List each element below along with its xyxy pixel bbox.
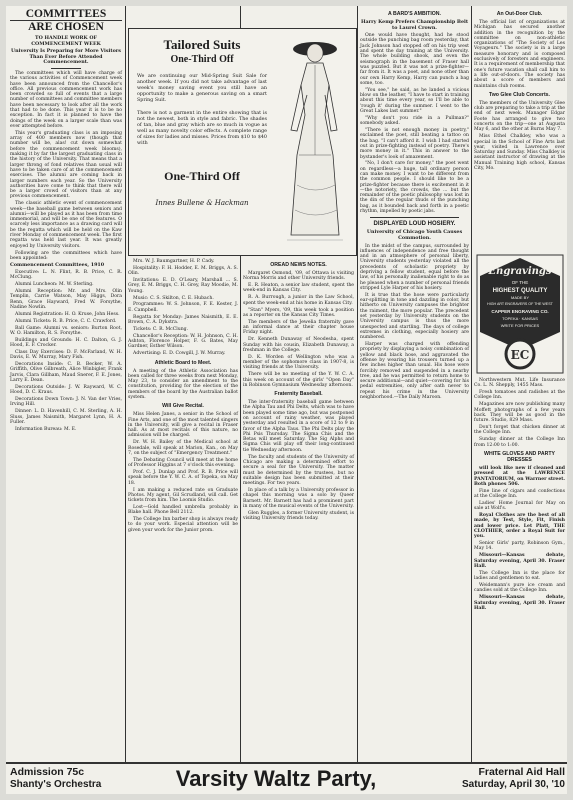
ad-signature: Innes Bullene & Hackman bbox=[155, 199, 249, 207]
classified-item: Magazines are now publishing many Moffett photographs of a few years back. They will be as good in the future. Studio, 829 Mass. bbox=[474, 402, 565, 424]
headline-are-chosen: ARE CHOSEN bbox=[28, 21, 104, 33]
classified-item: Northwestern Mut. Life Insurance Co. L. N. Shepply, 1455 Mass. bbox=[474, 378, 565, 389]
seal-line: HIGH ART ENGRAVERS OF THE WEST bbox=[487, 302, 553, 306]
committee-item: Class Day Exercises: D. F. McFarland, W. H. Davis, E. W. Murray, Mary Fish. bbox=[10, 349, 122, 361]
article-paragraph: A meeting of the Athletic Association has been called for three weeks from next Monday, May 23, to consider an amendment to the constitution, providing for the election of the members of the board by the Australian ballot system. bbox=[128, 368, 238, 400]
committee-item: Buildings and Grounds: H. C. Dalton, G. J. Hood, E. F. Crocker. bbox=[10, 337, 122, 349]
article-paragraph: Miss Ethel Chalkley, who was a special in the School of Fine Arts last year, visited in Lawrence over Saturday and Sunday. Miss Chalkley is assistant instructor of drawing at the Manual Training high school, Kansas City, Mo. bbox=[474, 134, 565, 172]
heading-loud-hosiery: DISPLAYED LOUD HOSIERY. bbox=[373, 221, 456, 228]
ad-body-2: There is not a garment in the entire showing that is not the newest, both in style and fabric. The shades of tan, blue and gray which are so much in vogue as well as many novelty color effects. A complete range of sizes for ladies and misses. Prices from $10 to $40 with bbox=[137, 111, 267, 146]
classified-item: Royal Clothes are the best of all made, by Test, Style, Fit, Finish and lower price. Let Platt, THE CLOTHIER, order a Royal Suit for you. bbox=[474, 513, 565, 540]
footer-rule bbox=[6, 762, 567, 764]
article-paragraph: It is true that the hose were particularly ear-splitting in tone and dazzling in color, but hitherto on University campuses the brighter the raiment, the more popular. The precedent set yesterday by University students on the University campus is thus the more unexpected and startling. The days of college extremes in clothing, especially hosiery are numbered. bbox=[360, 292, 469, 341]
article-paragraph: In place of a talk by a University professor in chapel this morning was a solo by Queer Barnett. Mr. Barnett has had a prominent part in many of the musical events of the University. bbox=[243, 488, 354, 509]
column-classifieds bbox=[474, 378, 565, 613]
engravings-ad bbox=[476, 254, 564, 374]
column-announcements bbox=[128, 259, 238, 535]
committee-item: Information Bureau: M. E. bbox=[15, 426, 77, 432]
ad-title: Tailored Suits bbox=[163, 37, 241, 52]
committee-item: Regatta for Monday: James Naismith, E. E. Brown, C. A. Dykstra. bbox=[128, 314, 238, 325]
article-paragraph: Prof. C. J. Dunlap and Prof. R. B. Price will speak before the Y. W. C. A. of Topeka, on May 18. bbox=[128, 470, 238, 486]
news-item: Dr. Kenneth Dunaway of Neodesha, spent Sunday with his cousin, Elizabeth Dunaway, a freshman in the College. bbox=[243, 337, 354, 353]
news-item: There will be no meeting of the Y. W. C. A. this week on account of the girls' "Open Day" in Robinson Gymnasium Wednesday afternoon. bbox=[243, 372, 354, 388]
column-oread-news bbox=[243, 259, 354, 523]
classified-item: Ladies' Home Journal for May on sale at Wolf's. bbox=[474, 500, 565, 512]
banner-title: Varsity Waltz Party, bbox=[175, 766, 377, 791]
classified-item: The College Inn is the place for ladies and gentlemen to eat. bbox=[474, 570, 565, 582]
article-paragraph: Harper was charged with offending propriety by displaying a noisy combination of yellow and black hose, and aggravated the offense by wearing his trousers turned up a few inches higher than usual. His hose were forcibly removed and suspended in a nearby tree, and he was permitted to return home to secure additional—and quiet—covering for his pedal extremities, only after oath never to repeat his crime in the University neighborhood.—The Daily Maroon. bbox=[360, 342, 469, 401]
article-paragraph: "No, I don't care for money," the poet went on regardless—a huge, tall ordinary person can make money. I want to be different from the common people. I should like to be a prize-fighter because there is excitement in it—the notoriety, the crowds, the ... but the remainder of the poetic philosophy was lost in the din of the regular thuds of the punching bag, as it bounded back and forth in a poetic rhythm, impelled by poetic jabs. bbox=[360, 161, 469, 215]
article-paragraph: In the midst of the campus, surrounded by influences of independence and free thought and in an atmosphere of personal liberty, University students yesterday violated all the precedents of scholastic propriety by depriving a fellow student, equal before the law, of his personally inalienable right to do as he pleased when a number of personal friends stripped Lyle Harper of his hosiery. bbox=[360, 243, 469, 291]
committee-item: Decorations Outside: J. W. Rayward, W. C. Hood, D. C. Kraus. bbox=[10, 384, 122, 396]
heading-recital: Will Give Recital. bbox=[162, 403, 204, 410]
divider bbox=[370, 217, 459, 218]
news-item: "Stan" Myers, '09, this week took a position as a reporter on the Kansas City Times. bbox=[243, 307, 354, 318]
article-paragraph: One would have thought, had he stood outside the punching bag room yesterday, that Jack Johnson had stopped off on his trip west and spent the day training at the University. The whole building shook, and even the seismograph in the basement of Fraser hall was puzzled. But it was not a prize-fighter—far from it. It was a poet, and none other than our own Harry Kemp, Harry can punch a bag some, too. bbox=[360, 33, 469, 86]
subhead-hosiery: University of Chicago Youth Causes Commotion. bbox=[366, 229, 463, 241]
news-item: E. R. Heaton, a senior law student, spent the week-end in Kansas City. bbox=[243, 283, 354, 294]
article-paragraph: The faculty and students of the University of Chicago are making a determined effort to secure a seal for the University. The matter must be determined by the trustees, but no suitable design has been submitted at their meetings. For two years. bbox=[243, 454, 354, 487]
seal-line: TOPEKA · KANSAS bbox=[502, 316, 538, 321]
article-paragraph: Glen Ruggles, a former University student, is visiting University friends today. bbox=[243, 510, 354, 522]
newspaper-page bbox=[6, 6, 567, 794]
news-item: The members of the Jewelia fraternity gave an informal dance at their chapter house Friday night. bbox=[243, 319, 354, 336]
seal-line: MADE BY bbox=[510, 295, 530, 300]
committee-item: Alumni Luncheon: M. W. Sterling. bbox=[15, 282, 94, 288]
tailored-suits-ad bbox=[128, 28, 357, 256]
seal-line: OF THE bbox=[511, 280, 529, 285]
committee-item: Music: C. S. Skilton, C. E. Hubach. bbox=[133, 295, 214, 301]
column-bard bbox=[360, 8, 469, 402]
news-item: D. K. Worden of Wellington who was a member of the sophomore class in 1907-8, is visiting friends at the University. bbox=[243, 354, 354, 371]
committee-item: Alumni Tickets: R. B. Price, C. C. Crawford. bbox=[15, 318, 117, 324]
heading-white-gloves: WHITE GLOVES AND PARTY DRESSES bbox=[484, 450, 555, 463]
banner-date: Saturday, April 30, '10 bbox=[462, 779, 565, 790]
classified-item: Missouri—Kansas debate, Saturday evening, April 30. Fraser Hall. bbox=[474, 595, 565, 611]
heading-outdoor-club: An Out-Door Club. bbox=[496, 11, 543, 17]
banner-venue: Fraternal Aid Hall bbox=[478, 766, 565, 778]
seal-monogram: EC bbox=[510, 348, 530, 362]
banner-orchestra: Shanty's Orchestra bbox=[10, 779, 102, 790]
news-item: R. A. Burrough, a junior in the Law School, spent the week-end at his home in Kansas City. bbox=[243, 295, 354, 306]
seal-title: Engravings bbox=[488, 266, 552, 277]
committee-item: Alumni Registration: H. O. Kruse, John Hess. bbox=[15, 311, 120, 317]
classified-item: Fine line of cigars and confections at the College Inn. bbox=[474, 488, 565, 500]
article-paragraph: "You see," he said, as he landed a vicious blow on the leather, "I have to start in training about this time every year, so I'll be able to 'rough it' during the summer. I went to the Great Lakes last summer." bbox=[360, 87, 469, 114]
classified-item: will look like new if cleaned and pressed at the LAWRENCE PANTATORIUM, on Warrner street. Both phones 506. bbox=[474, 465, 565, 487]
article-paragraph: The committees which will have charge of the various activities of Commencement week have been announced from the Chancellor's office. All previous commencement work has been crowded so full of events that a large number of committees and committee members have been necessary to look after all the work that had to be done. This year it is to be no exception. In fact it is planned to have the doings of the week on a larger scale than was ever attempted before. bbox=[10, 70, 122, 129]
seal-line: WRITE FOR PRICES bbox=[500, 323, 540, 328]
column-outdoor bbox=[474, 8, 565, 173]
headline-committees: COMMITTEES bbox=[10, 8, 122, 21]
seal-line: CAPPER ENGRAVING CO. bbox=[491, 309, 549, 314]
ad-footer: One-Third Off bbox=[164, 169, 240, 183]
list-heading: Commencement Committees, 1910 bbox=[10, 261, 105, 268]
classified-item: Don't forget that chicken dinner at the College Inn. bbox=[474, 425, 565, 436]
committee-item: Decorations Inside: C. B. Becker, W. A. Griffith, Olive Gilbreath, Alice Winbigler, Frank Jarvis, Clara Gillham, Maud Snerer, F. E. Jones, Larry E. Dean. bbox=[10, 362, 122, 384]
classified-item: Sunday dinner at the College Inn from 12:00 to 1:00. bbox=[474, 437, 565, 448]
article-paragraph: "There is not enough money in poetry," exclaimed the poet, still beating a tattoo on the bag. "I can't afford it. I wish I had started out in prize-fighting instead of poetry. There's more money in it." This in answer to the bystander's look of amazement. bbox=[360, 128, 469, 160]
column-rule bbox=[471, 6, 472, 762]
article-paragraph: The official list of organizations at Michigan has secured another addition in the recognition by the committee on non-athletic organizations of "The Society of Les Voyageurs." The society is in a large measure honorary and is composed exclusively of foresters and engineers. It is a requirement of membership that one's future vacation shall call him to a life out-of-doors. The society has about a score of members and maintains club rooms. bbox=[474, 20, 565, 89]
classified-item: Missouri—Kansas debate, Saturday evening, April 30. Fraser Hall. bbox=[474, 553, 565, 569]
committee-item: Executive: L. N. Flint, R. B. Price, C. R. McClung. bbox=[10, 269, 122, 281]
heading-bards-ambition: A BARD'S AMBITION. bbox=[387, 11, 441, 17]
committee-item: Mrs. W. J. Baumgartner, H. P. Cady. bbox=[133, 259, 215, 264]
ad-body: We are continuing our Mid-Spring Suit Sale for another week. If you did not take advantage of last week's money saving event you still have an opportunity to make a generous saving on a smart Spring Suit. bbox=[137, 74, 267, 103]
committee-item: Alumni Reception: Mr. and Mrs. Olin Templin, Carrie Watson, May Higgs, Dora Renn, Grace Hayward, Fred W. Forsythe, Nadine Nowlin. bbox=[10, 289, 122, 310]
classified-item: Weidemann's pure ice cream and candies sold at the College Inn. bbox=[474, 583, 565, 594]
article-paragraph: This year's graduating class is an imposing array of 400 members now (though that number will be, alas! cut down somewhat before the commencement week blooms), making it by far the largest graduating class in the history of the University. That means that a larger throng of fond relatives than usual will have to be taken care of at the commencement exercises. The alumni are coming back in larger numbers each year. So the University authorities have come to think that there will be a larger crowd of visitors than at any previous commencement. bbox=[10, 130, 122, 200]
subhead-bard: Harry Kemp Prefers Championship Belt to Laurel Crown. bbox=[360, 19, 469, 31]
committee-item: Chancellor's Reception: W. H. Johnson, C. H. Ashton, Florence Holper, F. G. Bates, May Gardner, Esther Wilson. bbox=[128, 333, 238, 350]
divider bbox=[51, 68, 81, 69]
heading-glee-club: Two Glee Club Concerts. bbox=[488, 91, 550, 98]
article-paragraph: Following are the committees which have been appointed: bbox=[10, 250, 122, 261]
column-rule bbox=[357, 6, 358, 762]
committee-item: Tickets: C. R. McClung. bbox=[133, 326, 189, 332]
article-paragraph: Miss Helen Janes, a senior in the School of Fine Arts, and one of the most talented singers in the University, will give a recital in Fraser hall. As at most recitals of this nature, no admission will be charged. bbox=[128, 412, 238, 439]
committee-item: Programmes: W. S. Johnson, F. E. Kester, J. E. Campbell. bbox=[128, 302, 238, 313]
woman-illustration bbox=[277, 35, 351, 249]
article-paragraph: The College Inn barber shop is always ready to do your work. Especial attention will be given your work for the Junior prom. bbox=[128, 517, 238, 533]
committee-item: Decorations Down Town: J. N. Van der Vries, Irving Hill. bbox=[10, 397, 122, 408]
committee-item: Dinner: L. D. Havenhill, C. M. Sterling, A. H. Sluss, James Naismith, Margaret Lynn, H. A. Fuller. bbox=[10, 409, 122, 425]
committee-item: Hospitality: F. H. Hodder, E. M. Briggs, A. S. Olin. bbox=[128, 265, 238, 277]
heading-athletic-board: Athletic Board to Meet. bbox=[154, 359, 212, 366]
classified-item: Senior Girls' party, Robinson Gym., May 14. bbox=[474, 541, 565, 552]
column-rule bbox=[125, 6, 126, 762]
article-paragraph: Dr. W. H. Bailey of the Medical school at Rosedale, will speak at Marion, Kan., on May 7, on the subject of "Emergency Treatment." bbox=[128, 440, 238, 456]
subhead: TO HANDLE WORK OF COMMENCEMENT WEEK bbox=[31, 35, 101, 47]
article-paragraph: The members of the University Glee club are preparing to take a trip at the end of next week. Manager Edgar Foote has arranged to give two concerts on the trip—one at Augusta May 6, and the other at Burns May 7. bbox=[474, 100, 565, 133]
seal-line: HIGHEST QUALITY bbox=[492, 288, 548, 294]
committee-item: Invitations: E. D. O'Leary, Marshall ... S. Grey, E. M. Briggs, C. H. Grey, Ray Moodie, M. Young. bbox=[128, 278, 238, 294]
news-item: Margaret Osmond, '09, of Ottawa is visiting Norma Morris and other University friends. bbox=[243, 271, 354, 282]
ad-subtitle: One-Third Off bbox=[170, 54, 234, 65]
heading-oread-news: OREAD NEWS NOTES. bbox=[270, 262, 327, 268]
article-paragraph: The Debating Council will meet at the home of Professor Higgins at 7 o'clock this evening. bbox=[128, 457, 238, 469]
article-paragraph: The classic athletic event of commencement week—the baseball game between seniors and alumni—will be played as it has been from time immemorial, and will be one of the features. O scarcely less importance as a drawing card will be the regatta which will be held on the Kaw river Monday of commencement week. The first regatta was held last year. It was greatly enjoyed by University visitors. bbox=[10, 201, 122, 249]
article-paragraph: The inter-fraternity baseball game between the Alpha Tau and Phi Delts, which was to have been played some time ago, but was postponed on account of rainy weather, was played yesterday and resulted in a score of 12 to 9 in favor of the Alpha Taus. The Phi Delts play the Phi Psis Thursday. The Sigma Chis and the Betas will meet Saturday. The Sig Alphs and Sigma Chis will play off their long-continued tie Wednesday afternoon. bbox=[243, 400, 354, 453]
committee-item: Ball Game: Alumni vs. seniors: Burton Root, W. O. Hamilton, R. S. Forsythe. bbox=[10, 325, 122, 336]
column-committees bbox=[10, 8, 122, 434]
article-paragraph: "Why don't you ride in a Pullman?" somebody asked. bbox=[360, 115, 469, 127]
article-paragraph: Lost—Gold handled umbrella probably in Blake hall. Phone Bell 2112. bbox=[128, 505, 238, 516]
subhead-deck: University Is Preparing for More Visitors Than Ever Before Attended Commencement. bbox=[10, 48, 122, 66]
classified-item: Fresh tomatoes and radishes at the College Inn. bbox=[474, 390, 565, 401]
banner-admission: Admission 75c bbox=[10, 766, 85, 778]
committee-item: Advertising: E. D. Cowgill, J. W. Murray. bbox=[133, 351, 226, 357]
heading-fraternity-baseball: Fraternity Baseball. bbox=[274, 391, 323, 398]
article-paragraph: I am making a reduced rate on Graduate Photos. My agent, Gil Scrudland, will call. Get tickets from him. The Loomis Studio. bbox=[128, 487, 238, 504]
